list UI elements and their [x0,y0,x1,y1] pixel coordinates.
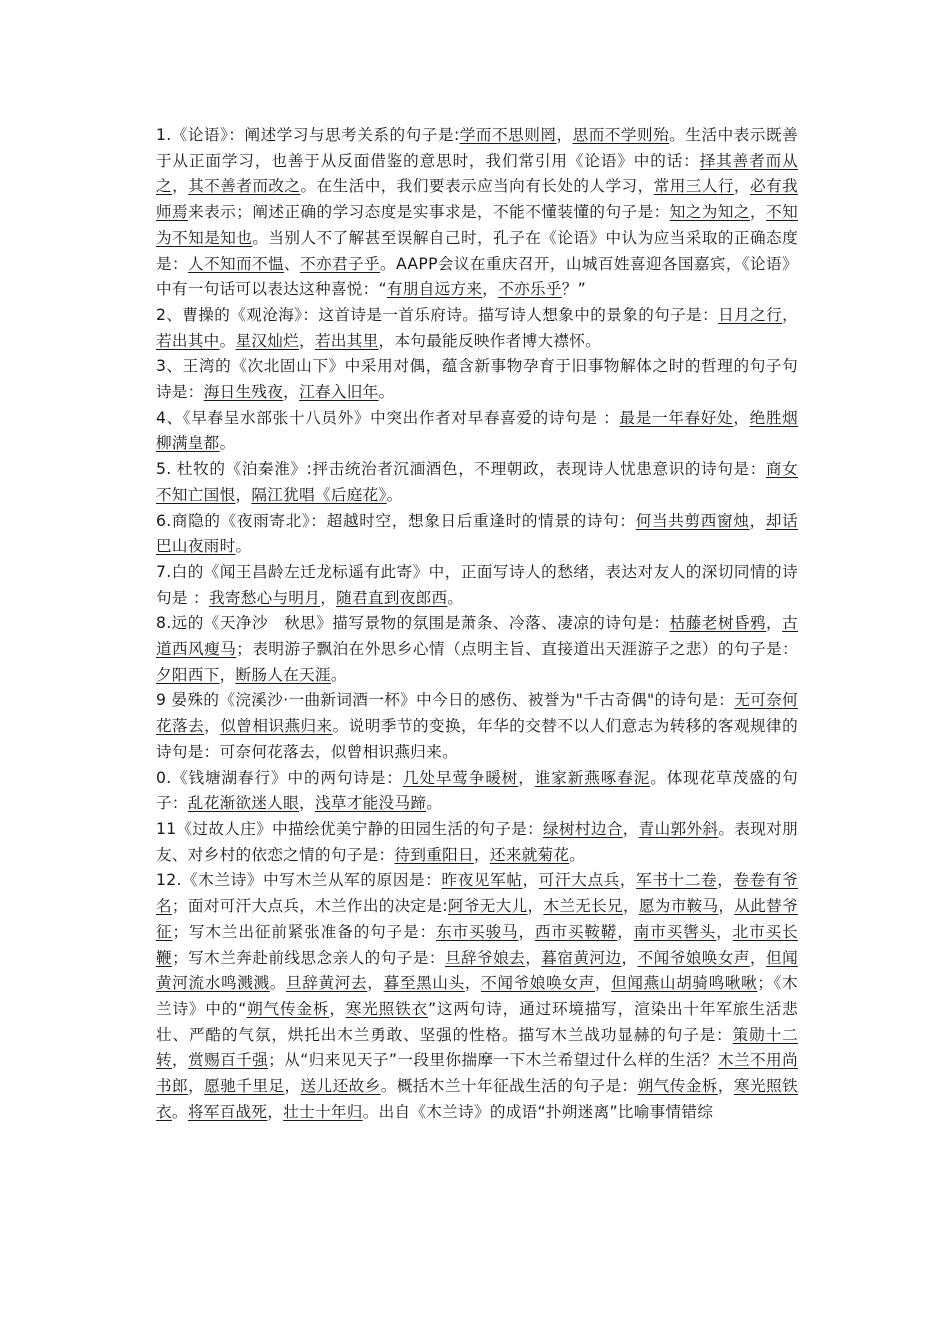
text-run: ， [782,305,799,324]
underlined-answer: 绝胜烟柳满皇都 [156,408,798,453]
text-run: ，本句最能反映作者博大襟怀。 [378,331,602,350]
paragraph [156,817,798,868]
underlined-answer: 西市买鞍鞯 [534,922,618,941]
text-run: ， [329,999,346,1018]
text-run: ， [482,280,499,299]
underlined-answer: 策勋十二转 [156,1025,798,1070]
text-run: 。当别人不了解甚至误解自己时，孔子在《论语》中认为应当采取的正确态度是： [156,228,798,273]
underlined-answer: 从此替爷征 [156,897,798,941]
text-run: ”这两句诗，通过环境描写，渲染出十年军旅生活悲壮、严酷的气氛，烘托出木兰勇敢、坚强的性格。描写木兰战功显赫的句子是： [156,999,798,1044]
text-run: 3、王湾的《次北固山下》中采用对偶，蕴含新事物孕育于旧事物解体之时的哲理的句子句诗是： [156,357,798,402]
underlined-answer: 愿驰千里足 [204,1077,285,1096]
underlined-answer: 还来就菊花 [489,845,570,864]
text-run: ；写木兰出征前紧张准备的句子是： [172,922,437,941]
text-run: ， [235,485,252,504]
paragraph [156,457,798,508]
text-run: ， [172,1051,189,1070]
underlined-answer: 朔气传金柝 [246,999,330,1018]
underlined-answer: 知之为知之 [669,203,750,222]
text-run: ， [718,897,735,916]
underlined-answer: 军书十二卷 [636,871,718,890]
text-run: 5. 杜牧的《泊秦淮》:抨击统治者沉湎酒色，不理朝政，表现诗人忧患意识的诗句是： [156,460,766,479]
text-run: ， [717,871,734,890]
underlined-answer: 不闻爷娘唤女声 [637,948,750,967]
text-run: ， [525,948,542,967]
underlined-answer: 几处早莺争暖树 [402,768,519,787]
underlined-answer: 必有我师焉 [156,177,798,222]
text-run: ， [522,871,539,890]
underlined-answer: 待到重阳日 [394,845,474,864]
text-run: 。 [219,434,236,453]
underlined-answer: 寒光照铁衣 [345,999,428,1018]
text-run: 。 [569,845,586,864]
text-run: ， [622,897,639,916]
text-run: ， [749,948,767,967]
underlined-answer: 阿爷无大儿 [447,897,528,916]
paragraph [156,611,798,688]
text-run: ， [749,511,766,530]
underlined-answer: 商女不知亡国恨 [156,460,798,504]
text-run: ， [367,974,384,993]
text-run: 。 [378,383,395,402]
text-run: 。 [386,485,403,504]
underlined-answer: 择其善者而从之 [156,151,798,196]
paragraph [156,688,798,765]
paragraph [156,868,798,1125]
underlined-answer: 旦辞爷娘去 [444,948,526,967]
underlined-answer: 朔气传金柝 [637,1077,718,1096]
underlined-answer: 将军百战死 [187,1102,268,1121]
text-run: ， [518,922,535,941]
underlined-answer: 断肠人在天涯 [235,665,331,684]
underlined-answer: 昨夜见军帖 [441,871,523,890]
text-run: 。 [426,794,443,813]
underlined-answer: 我寄愁心与明月 [208,588,321,607]
text-run: ， [733,177,750,196]
underlined-answer: 南市买辔头 [633,922,717,941]
text-run: 9 晏殊的《浣溪沙·一曲新词酒一杯》中今日的感伤、被誉为"千古奇偶"的诗句是： [156,691,735,710]
text-run: ， [284,1077,301,1096]
text-run: 2、曹操的《观沧海》：这首诗是一首乐府诗。描写诗人想象中的景象的句子是： [156,305,719,324]
text-run: ， [473,845,490,864]
text-run: 11《过故人庄》中描绘优美宁静的田园生活的句子是： [156,819,544,838]
text-run: 。出自《木兰诗》的成语“扑朔迷离”比喻事情错综 [362,1102,714,1121]
underlined-answer: 其不善者而改之 [188,177,301,196]
text-run: ， [219,665,236,684]
underlined-answer: 旦辞黄河去 [286,974,368,993]
text-run: 、 [284,254,300,273]
underlined-answer: 暮宿黄河边 [541,948,622,967]
text-run: ， [204,717,221,736]
underlined-answer: 常用三人行 [653,177,734,196]
underlined-answer: 不知为不知是知也 [156,203,798,247]
text-run: ， [733,408,750,427]
text-run: ， [172,177,189,196]
paragraph [156,303,798,354]
text-run: ；面对可汗大点兵，木兰作出的决定是: [171,897,448,916]
underlined-answer: 送儿还故乡 [300,1077,381,1096]
text-run: ， [320,588,337,607]
underlined-answer: 但闻燕山胡骑鸣啾啾 [611,974,758,993]
underlined-answer: 似曾相识燕归来 [220,717,333,736]
underlined-answer: 古道西风瘦马 [156,614,798,659]
text-run: ；表明游子飘泊在外思乡心情（点明主旨、直接道出天涯游子之悲）的句子是： [236,640,798,659]
underlined-answer: 卷卷有爷名 [156,871,798,916]
underlined-answer: 人不知而不愠 [188,254,284,273]
text-run: 。AAPP会议在重庆召开，山城百姓喜迎各国嘉宾，《论语》中有一句话可以表达这种喜悦：“ [156,254,798,299]
text-run: ， [749,203,767,222]
underlined-answer: 青山郭外斜 [638,819,719,838]
underlined-answer: 不亦乐乎 [498,280,562,299]
text-run: ， [267,1102,284,1121]
underlined-answer: 思而不学则殆 [572,126,670,144]
paragraph [156,123,798,303]
text-run: ， [464,974,482,993]
text-run: ， [594,974,612,993]
paragraph [156,766,798,817]
underlined-answer: 无可奈何花落去 [156,691,798,736]
underlined-answer: 学而不思则罔 [459,126,557,144]
text-run: ， [717,1077,734,1096]
underlined-answer: 可汗大点兵 [538,871,620,890]
text-run: 。 [235,537,252,556]
paragraph [156,560,798,611]
text-run: ；从“归来见天子”一段里你揣摩一下木兰希望过什么样的生活？ [268,1051,718,1070]
text-run: ， [299,794,315,813]
text-run: 。说明季节的变换，年华的交替不以人们意志为转移的客观规律的诗句是：可奈何花落去，似曾相识燕归来。 [156,717,798,761]
text-run: 。概括木兰十年征战生活的句子是： [380,1077,638,1096]
underlined-answer: 日月之行 [718,305,783,324]
underlined-answer: 不亦君子乎 [300,254,380,273]
text-run: 12.《木兰诗》中写木兰从军的原因是： [156,871,442,890]
underlined-answer: 赏赐百千强 [188,1051,269,1070]
text-run: 。 [171,1102,188,1121]
text-run: ， [622,819,639,838]
text-run: 。 [219,331,236,350]
underlined-answer: 绿树村边合 [543,819,623,838]
text-run: ， [188,1077,205,1096]
underlined-answer: 最是一年春好处 [619,408,734,427]
underlined-answer: 愿为市鞍马 [638,897,719,916]
underlined-answer: 乱花渐欲迷人眼 [187,794,300,813]
paragraph [156,354,798,405]
text-run: 。 [269,974,287,993]
underlined-answer: 木兰无长兄 [543,897,623,916]
underlined-answer: 隔江犹唱《后庭花》 [251,485,387,504]
text-run: ， [716,922,733,941]
underlined-answer: 江春入旧年 [299,383,379,402]
underlined-answer: 北市买长鞭 [156,922,798,967]
underlined-answer: 暮至黑山头 [383,974,465,993]
text-run: ， [621,948,638,967]
underlined-answer: 却话巴山夜雨时 [156,511,798,556]
text-run: 来表示；阐述正确的学习态度是实事求是，不能不懂装懂的句子是： [188,203,670,222]
underlined-answer: 枯藤老树昏鸦 [669,614,767,633]
underlined-answer: 壮士十年归 [283,1102,363,1121]
text-run: 。 [447,588,464,607]
underlined-answer: 木兰不用尚书郎 [156,1051,798,1096]
underlined-answer: 不闻爷娘唤女声 [481,974,595,993]
text-run: ， [283,383,300,402]
text-run: 6.商隐的《夜雨寄北》：超越时空，想象日后重逢时的情景的诗句： [156,511,636,530]
text-run: ， [556,126,573,144]
text-run: 4、《早春呈水部张十八员外》中突出作者对早春喜爱的诗句是 ： [156,408,620,427]
underlined-answer: 浅草才能没马蹄 [314,794,427,813]
text-run: ？” [561,280,587,299]
text-run: ， [619,871,637,890]
text-run: 8.远的《天净沙 秋思》描写景物的氛围是萧条、冷落、凄凉的诗句是： [156,614,670,633]
underlined-answer: 随君直到夜郎西 [336,588,448,607]
text-run: ， [518,768,535,787]
text-run: ；写木兰奔赴前线思念亲人的句子是： [172,948,445,967]
text-run: ， [617,922,634,941]
underlined-answer: 东市买骏马 [436,922,519,941]
text-run: 0.《钱塘湖春行》中的两句诗是： [156,768,403,787]
text-run: ， [299,331,315,350]
paragraph [156,406,798,457]
text-run: ， [766,614,783,633]
underlined-answer: 有朋自远方来 [386,280,483,299]
paragraph [156,509,798,560]
text-run: 7.白的《闻王昌龄左迁龙标遥有此寄》中，正面写诗人的愁绪，表达对友人的深切同情的诗句是 ： [156,562,798,607]
underlined-answer: 若出其里 [314,331,379,350]
underlined-answer: 寒光照铁衣 [156,1077,798,1121]
underlined-answer: 若出其中 [156,331,220,350]
text-run: 。在生活中，我们要表示应当向有长处的人学习， [300,177,654,196]
underlined-answer: 夕阳西下 [156,665,220,684]
underlined-answer: 海日生残夜 [203,383,284,402]
underlined-answer: 但闻黄河流水鸣溅溅 [156,948,798,993]
text-run: ， [527,897,544,916]
underlined-answer: 星汉灿烂 [235,331,300,350]
text-run: 。生活中表示既善于从正面学习，也善于从反面借鉴的意思时，我们常引用《论语》中的话： [156,126,798,170]
text-run: ；《木兰诗》中的“ [156,974,798,1018]
underlined-answer: 何当共剪西窗烛 [635,511,750,530]
text-run: 。 [330,665,347,684]
text-run: 1.《论语》：阐述学习与思考关系的句子是: [156,126,460,144]
underlined-answer: 谁家新燕啄春泥 [534,768,651,787]
text-run: 。体现花草茂盛的句子： [156,768,798,813]
text-run: 。表现对朋友、对乡村的依恋之情的句子是： [156,819,798,864]
document-body [156,123,798,1125]
